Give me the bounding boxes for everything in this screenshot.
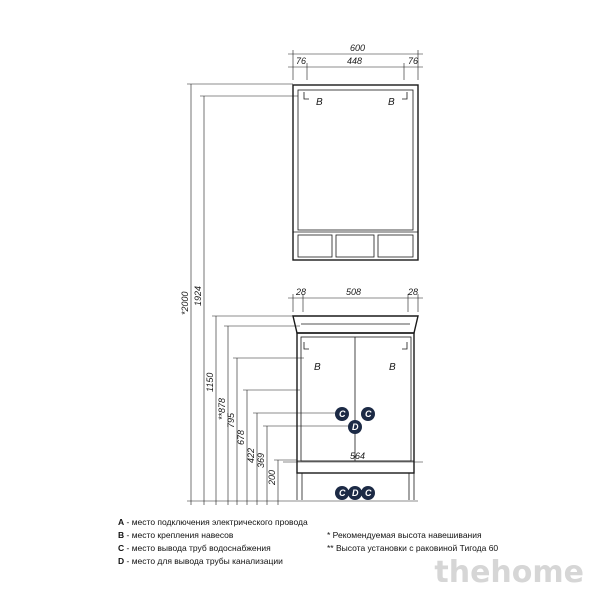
upper-c1-label: C	[339, 409, 346, 419]
mirror-panel	[298, 90, 413, 230]
height-369: 369	[256, 452, 266, 468]
mirror-cabinet	[293, 85, 418, 260]
legend-note-1: * Рекомендуемая высота навешивания	[327, 530, 482, 540]
mirror-width-total: 600	[350, 43, 366, 53]
upper-d-label: D	[352, 422, 359, 432]
cabinet-width-left: 28	[296, 287, 307, 297]
mirror-width-left: 76	[296, 56, 307, 66]
mirror-width-dimensions	[288, 43, 423, 80]
lower-d-label: D	[352, 488, 359, 498]
mirror-width-right: 76	[408, 56, 419, 66]
height-422: 422	[246, 447, 256, 463]
mirror-shelf-mid	[336, 235, 374, 257]
height-678: 678	[236, 429, 246, 445]
cabinet-width-mid: 508	[346, 287, 362, 297]
mirror-mount-left-label: B	[316, 97, 323, 108]
height-878: **878	[217, 397, 227, 420]
cabinet-mount-right-label: B	[389, 362, 396, 373]
upper-c2-label: C	[365, 409, 372, 419]
height-795: 795	[226, 412, 236, 428]
legend-item-b: B - место крепления навесов	[118, 530, 234, 540]
legend-item-a: A - место подключения электрического провода	[118, 517, 308, 527]
legend-item-c: C - место вывода труб водоснабжения	[118, 543, 271, 553]
cabinet-mount-left-label: B	[314, 362, 321, 373]
height-200: 200	[267, 469, 277, 485]
height-1150: 1150	[205, 372, 215, 392]
legend-left	[118, 516, 308, 568]
legend-item-d: D - место для вывода трубы канализации	[118, 556, 283, 566]
lower-c2-label: C	[365, 488, 372, 498]
cabinet-base-width: 564	[350, 451, 366, 461]
mirror-mount-right-label: B	[388, 97, 395, 108]
mirror-shelf-right	[378, 235, 413, 257]
cabinet-width-right: 28	[408, 287, 419, 297]
watermark-logo: thehome	[434, 555, 584, 590]
lower-c1-label: C	[339, 488, 346, 498]
mirror-frame	[293, 85, 418, 260]
cabinet-width-dimensions	[283, 287, 423, 462]
legend-notes	[327, 529, 498, 555]
vanity-cabinet	[293, 316, 418, 500]
mirror-width-mid: 448	[347, 56, 363, 66]
mirror-shelf-left	[298, 235, 332, 257]
legend-note-2: ** Высота установки с раковиной Тигода 60	[327, 543, 499, 553]
cabinet-doors	[301, 337, 411, 461]
height-1924: 1924	[193, 285, 203, 306]
height-2000: *2000	[180, 291, 190, 315]
sink-top	[293, 316, 418, 333]
